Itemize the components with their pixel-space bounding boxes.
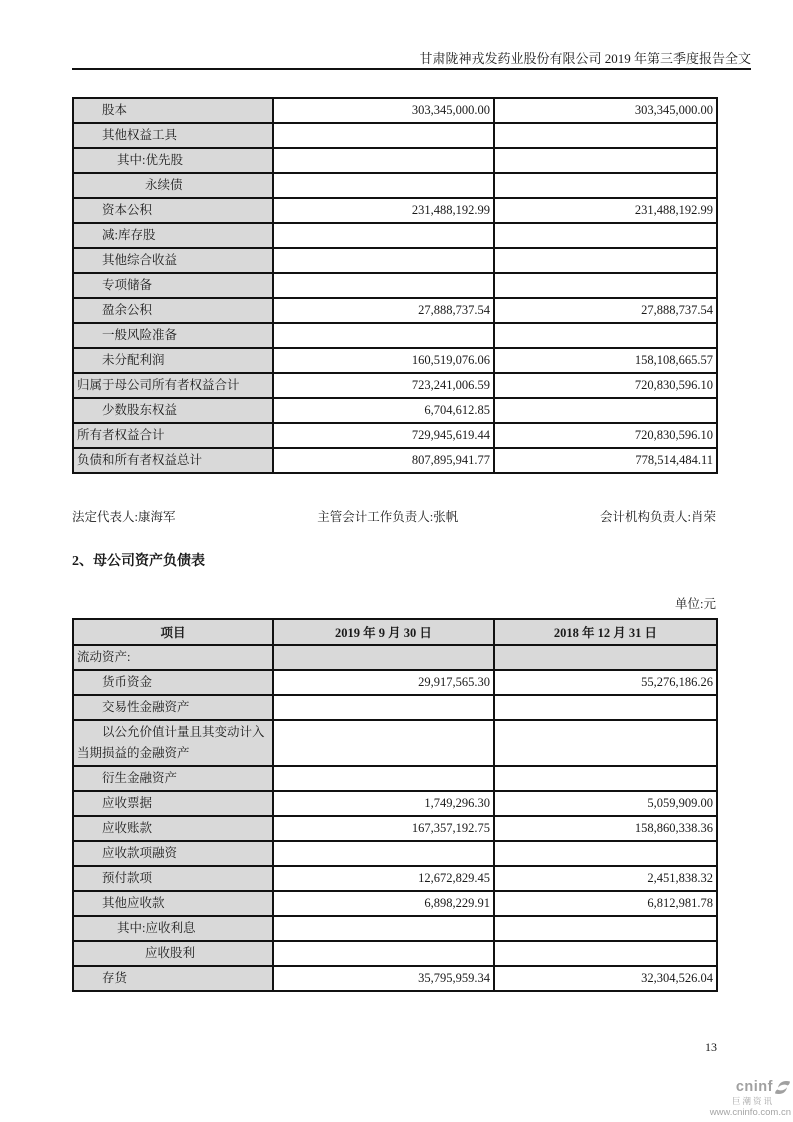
table-row xyxy=(73,323,717,348)
table-row xyxy=(73,695,717,720)
value-cell: 2,451,838.32 xyxy=(494,866,717,891)
logo-brand-text: cninf xyxy=(735,1079,773,1096)
item-label-cell: 流动资产: xyxy=(73,645,273,670)
table-row xyxy=(73,841,717,866)
item-label-cell: 交易性金融资产 xyxy=(73,695,273,720)
accounting-org-head: 会计机构负责人:肖荣 xyxy=(600,510,716,524)
value-cell: 729,945,619.44 xyxy=(273,423,494,448)
value-cell: 723,241,006.59 xyxy=(273,373,494,398)
table-row xyxy=(73,123,717,148)
value-cell: 35,795,959.34 xyxy=(273,966,494,991)
cninfo-logo xyxy=(681,1079,791,1117)
table-row xyxy=(73,791,717,816)
item-label-cell: 存货 xyxy=(73,966,273,991)
unit-label: 单位:元 xyxy=(675,597,716,611)
value-cell xyxy=(494,841,717,866)
value-cell: 6,898,229.91 xyxy=(273,891,494,916)
value-cell: 158,108,665.57 xyxy=(494,348,717,373)
item-label-cell: 以公允价值计量且其变动计入当期损益的金融资产 xyxy=(73,720,273,766)
column-header: 项目 xyxy=(73,619,273,645)
value-cell xyxy=(494,916,717,941)
table-row xyxy=(73,98,717,123)
value-cell xyxy=(273,248,494,273)
item-label-cell: 应收票据 xyxy=(73,791,273,816)
value-cell: 32,304,526.04 xyxy=(494,966,717,991)
value-cell: 167,357,192.75 xyxy=(273,816,494,841)
item-label-cell: 货币资金 xyxy=(73,670,273,695)
item-label-cell: 股本 xyxy=(73,98,273,123)
page-number: 13 xyxy=(705,1040,717,1054)
value-cell: 303,345,000.00 xyxy=(273,98,494,123)
table-row xyxy=(73,173,717,198)
item-label-cell: 其他综合收益 xyxy=(73,248,273,273)
item-label-cell: 未分配利润 xyxy=(73,348,273,373)
table-row xyxy=(73,398,717,423)
table-row xyxy=(73,198,717,223)
value-cell: 158,860,338.36 xyxy=(494,816,717,841)
value-cell xyxy=(494,941,717,966)
value-cell xyxy=(494,223,717,248)
table-row xyxy=(73,766,717,791)
table-row xyxy=(73,941,717,966)
value-cell xyxy=(273,766,494,791)
item-label-cell: 资本公积 xyxy=(73,198,273,223)
table-row xyxy=(73,670,717,695)
header-row xyxy=(73,619,717,645)
report-header xyxy=(72,0,751,70)
value-cell: 5,059,909.00 xyxy=(494,791,717,816)
value-cell: 27,888,737.54 xyxy=(494,298,717,323)
value-cell: 12,672,829.45 xyxy=(273,866,494,891)
table-row xyxy=(73,966,717,991)
table-row xyxy=(73,273,717,298)
value-cell xyxy=(494,695,717,720)
value-cell xyxy=(273,645,494,670)
value-cell: 231,488,192.99 xyxy=(494,198,717,223)
value-cell: 6,812,981.78 xyxy=(494,891,717,916)
value-cell xyxy=(273,841,494,866)
value-cell xyxy=(494,173,717,198)
item-label-cell: 少数股东权益 xyxy=(73,398,273,423)
table-row xyxy=(73,248,717,273)
item-label-cell: 应收股利 xyxy=(73,941,273,966)
value-cell xyxy=(494,273,717,298)
value-cell xyxy=(273,173,494,198)
table-row xyxy=(73,298,717,323)
value-cell xyxy=(494,766,717,791)
value-cell xyxy=(273,223,494,248)
logo-url: www.cninfo.com.cn xyxy=(709,1106,791,1118)
table-row xyxy=(73,645,717,670)
item-label-cell: 所有者权益合计 xyxy=(73,423,273,448)
value-cell: 807,895,941.77 xyxy=(273,448,494,473)
table-row xyxy=(73,891,717,916)
legal-representative: 法定代表人:康海军 xyxy=(72,510,176,524)
value-cell: 1,749,296.30 xyxy=(273,791,494,816)
value-cell xyxy=(494,123,717,148)
item-label-cell: 其中:应收利息 xyxy=(73,916,273,941)
value-cell xyxy=(273,720,494,766)
item-label-cell: 其他应收款 xyxy=(73,891,273,916)
table-row xyxy=(73,916,717,941)
table-row xyxy=(73,373,717,398)
value-cell: 720,830,596.10 xyxy=(494,373,717,398)
value-cell: 231,488,192.99 xyxy=(273,198,494,223)
signature-row xyxy=(72,509,716,525)
item-label-cell: 专项储备 xyxy=(73,273,273,298)
table-row xyxy=(73,348,717,373)
logo-top-row xyxy=(681,1079,791,1096)
value-cell xyxy=(273,148,494,173)
value-cell: 303,345,000.00 xyxy=(494,98,717,123)
item-label-cell: 应收款项融资 xyxy=(73,841,273,866)
value-cell xyxy=(273,123,494,148)
item-label-cell: 预付款项 xyxy=(73,866,273,891)
item-label-cell: 盈余公积 xyxy=(73,298,273,323)
item-label-cell: 减:库存股 xyxy=(73,223,273,248)
value-cell xyxy=(273,323,494,348)
column-header: 2019 年 9 月 30 日 xyxy=(273,619,494,645)
value-cell: 27,888,737.54 xyxy=(273,298,494,323)
value-cell xyxy=(273,695,494,720)
section-title: 2、母公司资产负债表 xyxy=(72,554,205,569)
equity-table xyxy=(72,97,718,474)
value-cell xyxy=(494,645,717,670)
table-row xyxy=(73,448,717,473)
item-label-cell: 其他权益工具 xyxy=(73,123,273,148)
value-cell xyxy=(494,148,717,173)
logo-cn-name: 巨潮资讯 xyxy=(731,1096,774,1106)
value-cell xyxy=(494,720,717,766)
accounting-head: 主管会计工作负责人:张帆 xyxy=(317,510,459,524)
value-cell xyxy=(494,248,717,273)
table-row xyxy=(73,816,717,841)
cninfo-swirl-icon xyxy=(774,1079,791,1096)
value-cell: 778,514,484.11 xyxy=(494,448,717,473)
value-cell: 29,917,565.30 xyxy=(273,670,494,695)
table-row xyxy=(73,423,717,448)
value-cell xyxy=(494,398,717,423)
value-cell xyxy=(273,941,494,966)
item-label-cell: 负债和所有者权益总计 xyxy=(73,448,273,473)
item-label-cell: 衍生金融资产 xyxy=(73,766,273,791)
table-row xyxy=(73,223,717,248)
item-label-cell: 应收账款 xyxy=(73,816,273,841)
table-row xyxy=(73,720,717,766)
item-label-cell: 一般风险准备 xyxy=(73,323,273,348)
table-row xyxy=(73,148,717,173)
item-label-cell: 永续债 xyxy=(73,173,273,198)
parent-balance-table xyxy=(72,618,718,992)
value-cell: 6,704,612.85 xyxy=(273,398,494,423)
column-header: 2018 年 12 月 31 日 xyxy=(494,619,717,645)
item-label-cell: 其中:优先股 xyxy=(73,148,273,173)
value-cell xyxy=(494,323,717,348)
value-cell: 160,519,076.06 xyxy=(273,348,494,373)
report-title: 甘肃陇神戎发药业股份有限公司 2019 年第三季度报告全文 xyxy=(419,51,751,66)
value-cell: 55,276,186.26 xyxy=(494,670,717,695)
value-cell xyxy=(273,273,494,298)
value-cell xyxy=(273,916,494,941)
table-row xyxy=(73,866,717,891)
item-label-cell: 归属于母公司所有者权益合计 xyxy=(73,373,273,398)
value-cell: 720,830,596.10 xyxy=(494,423,717,448)
